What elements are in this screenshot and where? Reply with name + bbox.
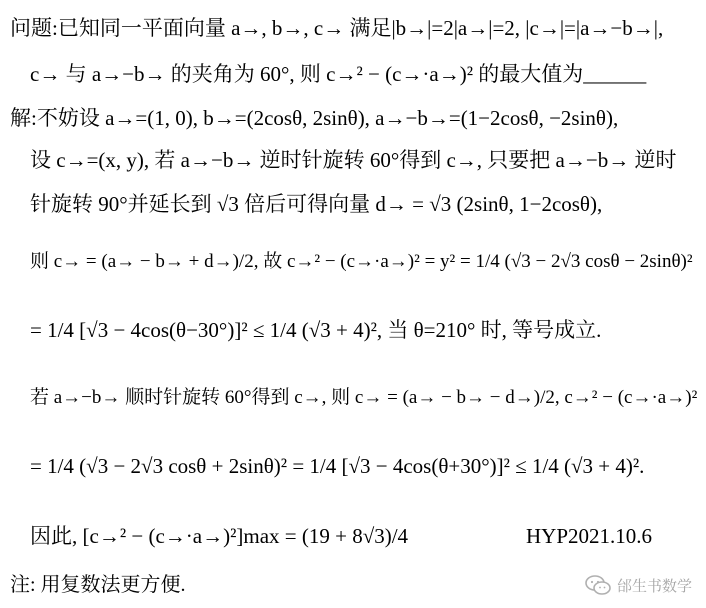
solution-line-2: 设 c→=(x, y), 若 a→−b→ 逆时针旋转 60°得到 c→, 只要把 a→−b→ 逆时 — [30, 148, 677, 172]
solution-line-4: 则 c→ = (a→ − b→ + d→)/2, 故 c→² − (c→·a→)² = y² = 1/4 (√3 − 2√3 cosθ − 2sinθ)² — [30, 251, 693, 272]
watermark — [585, 574, 692, 596]
wechat-icon — [585, 574, 611, 596]
solution-line-1: 解:不妨设 a→=(1, 0), b→=(2cosθ, 2sinθ), a→−b→=(1−2cosθ, −2sinθ), — [10, 106, 619, 130]
watermark-label: 邰生书数学 — [616, 576, 692, 595]
problem-line-2: c→ 与 a→−b→ 的夹角为 60°, 则 c→² − (c→·a→)² 的最大值为______ — [30, 62, 647, 86]
author-signature: HYP2021.10.6 — [526, 524, 653, 548]
solution-line-7: = 1/4 (√3 − 2√3 cosθ + 2sinθ)² = 1/4 [√3 − 4cos(θ+30°)]² ≤ 1/4 (√3 + 4)². — [30, 454, 645, 478]
problem-line-1: 问题:已知同一平面向量 a→, b→, c→ 满足|b→|=2|a→|=2, |c→|=|a→−b→|, — [10, 16, 664, 40]
note-line: 注: 用复数法更方便. — [10, 574, 186, 596]
conclusion-line: 因此, [c→² − (c→·a→)²]max = (19 + 8√3)/4 — [30, 524, 409, 548]
solution-line-5: = 1/4 [√3 − 4cos(θ−30°)]² ≤ 1/4 (√3 + 4)², 当 θ=210° 时, 等号成立. — [30, 318, 602, 342]
solution-line-3: 针旋转 90°并延长到 √3 倍后可得向量 d→ = √3 (2sinθ, 1−2cosθ), — [30, 192, 603, 216]
solution-line-6: 若 a→−b→ 顺时针旋转 60°得到 c→, 则 c→ = (a→ − b→ − d→)/2, c→² − (c→·a→)² — [30, 387, 698, 408]
